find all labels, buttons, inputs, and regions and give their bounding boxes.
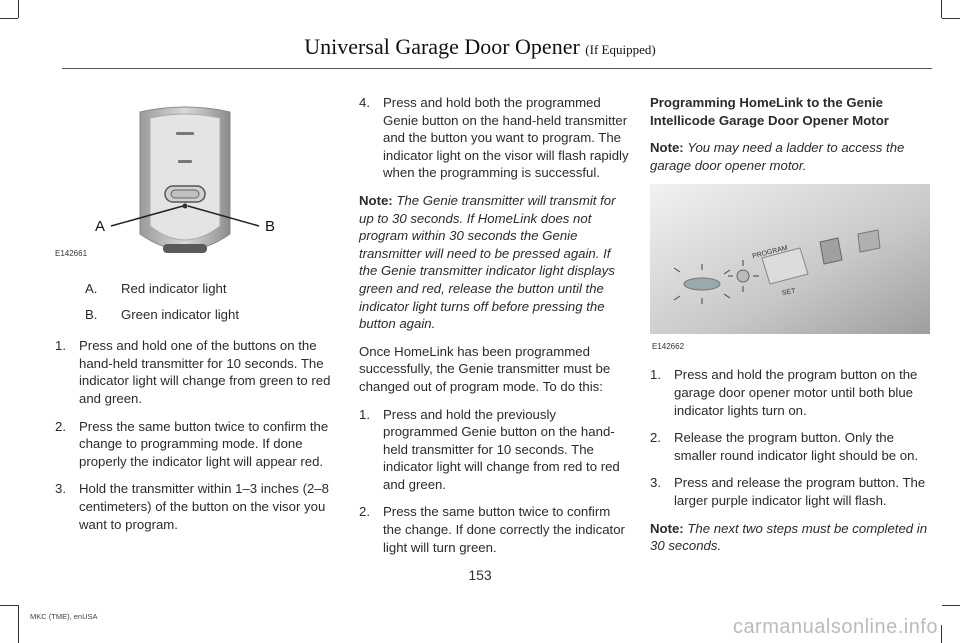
crop-mark [941,625,942,643]
footer-text: MKC (TME), enUSA [30,612,98,621]
crop-mark [942,605,960,606]
list-item: 1. Press and hold the program button on the garage door opener motor until both blue indicator lights turn on. [650,367,918,418]
page-header [0,34,960,60]
list-item: 1. Press and hold one of the buttons on the hand-held transmitter for 10 seconds. The indicator light will change from green to red and green. [55,338,331,406]
opener-motor-illustration [650,184,930,354]
list-item: 1. Press and hold the previously programmed Genie button on the hand-held transmitter for 10 seconds. The indicator light will change from red to red and green. [359,406,620,492]
column-2 [359,94,632,566]
figure-code: E142661 [55,249,88,258]
note: Note: The next two steps must be completed in 30 seconds. [650,520,928,554]
crop-mark [18,0,19,18]
column-3 [650,94,928,565]
paragraph: Once HomeLink has been programmed successfully, the Genie transmitter must be changed out of program mode. To do this: [359,343,611,394]
figure-label-a: A [95,218,106,235]
watermark: carmanualsonline.info [732,616,938,638]
crop-mark [941,0,942,18]
transmitter-illustration [55,94,310,270]
figure-transmitter [55,94,310,270]
list-item: 2. Release the program button. Only the smaller round indicator light should be on. [650,430,919,463]
list-item: 3. Press and release the program button. The larger purple indicator light will flash. [650,475,926,508]
page-number: 153 [468,567,492,583]
crop-mark [18,605,19,643]
figure-label-b: B [265,218,276,235]
step-list [359,94,632,182]
step-list [650,366,928,509]
figure-code: E142662 [652,342,685,352]
list-item: 3. Hold the transmitter within 1–3 inches (2–8 centimeters) of the button on the visor you want to program. [55,481,329,532]
list-item: 4. Press and hold both the programmed Genie button on the hand-held transmitter and the button you want to program. The indicator light on the visor will flash rapidly when the programming is successful. [359,95,629,181]
list-item: 2. Press the same button twice to confirm the change to programming mode. If done properly the indicator light will appear red. [55,418,329,469]
set-label: SET [781,288,797,298]
list-item: 2. Press the same button twice to confirm the change. If done correctly the indicator light will turn green. [359,504,625,555]
note: Note: You may need a ladder to access the garage door opener motor. [650,140,905,173]
figure-legend [55,280,337,323]
column-1 [55,94,337,543]
program-label: PROGRAM [751,245,789,261]
header-rule [62,68,932,69]
page-title: Universal Garage Door Opener [304,34,580,59]
section-heading: Programming HomeLink to the Genie Intellicode Garage Door Opener Motor [650,95,889,128]
legend-item: A. Red indicator light [85,281,227,296]
figure-opener-motor [650,184,930,354]
step-list [359,406,632,557]
legend-item: B. Green indicator light [85,306,240,322]
crop-mark [942,18,960,19]
page-subtitle: (If Equipped) [585,42,656,57]
step-list [55,337,337,533]
note: Note: The Genie transmitter will transmit for up to 30 seconds. If HomeLink does not program within 30 seconds the Genie transmitter will need to be pressed again. If the Genie transmitter indicator light displays green and red, release the button until the indicator light turns off before pressing the button again. [359,192,616,332]
crop-mark [0,18,18,19]
crop-mark [0,605,18,606]
